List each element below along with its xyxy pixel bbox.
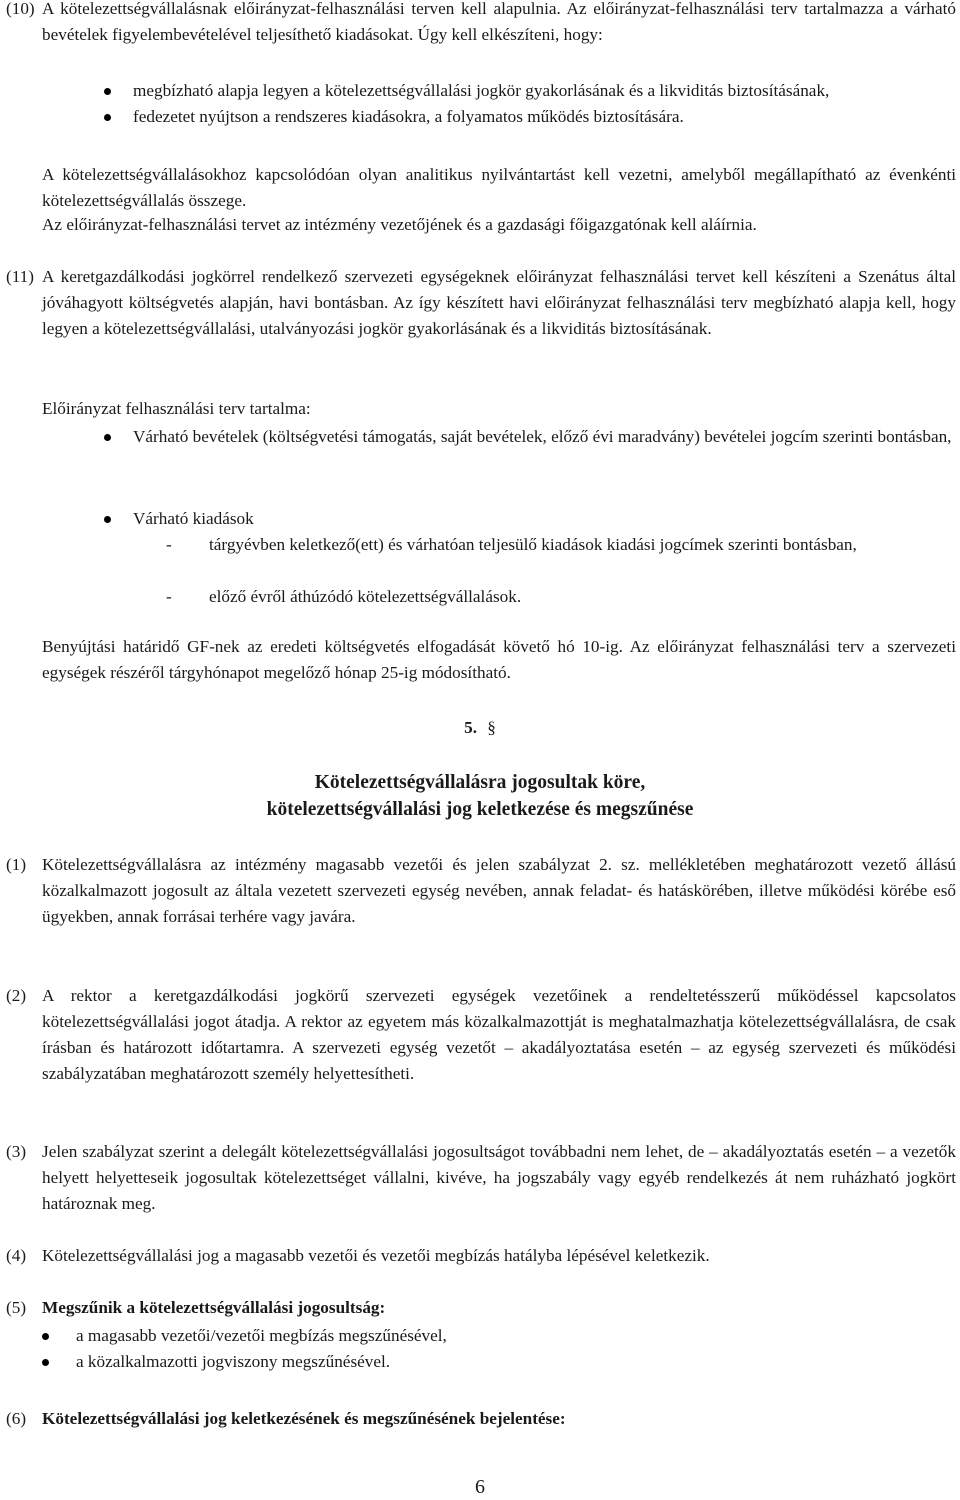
page-number: 6 — [475, 1476, 485, 1498]
paragraph-number: (11) — [6, 267, 34, 286]
paragraph-number: (3) — [6, 1142, 27, 1161]
section-title-line1: Kötelezettségvállalásra jogosultak köre, — [314, 772, 646, 793]
paragraph-heading: Megszűnik a kötelezettségvállalási jogosultság: — [42, 1298, 386, 1317]
paragraph-text: Kötelezettségvállalási jog a magasabb vezetői és vezetői megbízás hatályba lépésével keletkezik. — [42, 1246, 710, 1265]
paragraph-text: A rektor a keretgazdálkodási jogkörű szervezeti egységek vezetőinek a rendeltetésszerű működéssel kapcsolatos kötelezettségvállalási jogot átadja. A rektor az egyetem más közalkalmazottját is meghatalmazhatja kötelezettségvállalásra, de csak írásban és határozott időtartamra. A szervezeti egység vezetőt – akadályoztatása esetén – az egység szervezeti és működési szabályzatában meghatározott személy helyettesítheti. — [42, 986, 956, 1083]
list-item: Várható bevételek (költségvetési támogatás, saját bevételek, előző évi maradvány) bevételei jogcím szerinti bontásban, — [104, 424, 956, 450]
paragraph-text: A kötelezettségvállalásnak előirányzat-felhasználási terven kell alapulnia. Az előirányzat-felhasználási terv tartalmazza a várható bevételek figyelembevételével teljesíthető kiadásokat. Úgy kell elkészíteni, hogy: — [42, 0, 956, 44]
list-item: Várható kiadások — [104, 506, 956, 532]
section-paragraph-6 — [6, 1406, 956, 1432]
paragraph-10 — [6, 0, 956, 48]
paragraph-heading: Kötelezettségvállalási jog keletkezésének és megszűnésének bejelentése: — [42, 1409, 566, 1428]
plan-bullet-2 — [104, 506, 956, 532]
paragraph-number: (5) — [6, 1298, 27, 1317]
paragraph-text: Kötelezettségvállalásra az intézmény magasabb vezetői és jelen szabályzat 2. sz. mellékletében meghatározott vezető állású közalkalmazott jogosult az általa vezetett szervezeti egység nevében, annak feladat- és hatáskörében, illetve működési körébe eső ügyekben, annak forrásai terhére vagy javára. — [42, 855, 956, 926]
section-paragraph-1 — [6, 852, 956, 930]
paragraph-number: (2) — [6, 986, 27, 1005]
section-number: 5. § — [464, 718, 496, 737]
list-item: fedezetet nyújtson a rendszeres kiadásokra, a folyamatos működés biztosítására. — [104, 104, 956, 130]
list-item: a magasabb vezetői/vezetői megbízás megszűnésével, — [42, 1323, 956, 1349]
plan-dash-2: - előző évről áthúzódó kötelezettségvállalások. — [166, 587, 522, 606]
plan-bullet-1 — [104, 424, 956, 450]
section-paragraph-3 — [6, 1139, 956, 1217]
list-item: a közalkalmazotti jogviszony megszűnésével. — [42, 1349, 956, 1375]
plan-dash-1: - tárgyévben keletkező(ett) és várhatóan teljesülő kiadások kiadási jogcímek szerinti bontásban, — [166, 535, 857, 554]
paragraph-10-text3: Az előirányzat-felhasználási tervet az intézmény vezetőjének és a gazdasági főigazgatónak kell aláírnia. — [42, 215, 757, 234]
paragraph-11 — [6, 264, 956, 342]
list-item: megbízható alapja legyen a kötelezettségvállalási jogkör gyakorlásának és a likviditás biztosításának, — [104, 78, 956, 104]
paragraph-number: (4) — [6, 1246, 27, 1265]
section-paragraph-5-bullets — [42, 1323, 956, 1375]
paragraph-number: (10) — [6, 0, 35, 18]
paragraph-text: A keretgazdálkodási jogkörrel rendelkező szervezeti egységeknek előirányzat felhasználási tervet kell készíteni a Szenátus által jóváhagyott költségvetés alapján, havi bontásban. Az így készített havi előirányzat felhasználási terv megbízható alapja kell, hogy legyen a kötelezettségvállalási, utalványozási jogkör gyakorlásának és a likviditás biztosításának. — [42, 267, 956, 338]
section-paragraph-4 — [6, 1243, 956, 1269]
section-title-line2: kötelezettségvállalási jog keletkezése és megszűnése — [266, 799, 694, 820]
plan-heading: Előirányzat felhasználási terv tartalma: — [42, 399, 311, 418]
section-paragraph-5 — [6, 1295, 956, 1321]
plan-deadline: Benyújtási határidő GF-nek az eredeti költségvetés elfogadását követő hó 10-ig. Az előirányzat felhasználási terv a szervezeti egységek részéről tárgyhónapot megelőző hónap 25-ig módosítható. — [42, 637, 956, 682]
paragraph-text: Jelen szabályzat szerint a delegált kötelezettségvállalási jogosultságot továbbadni nem lehet, de – akadályoztatás esetén – a vezetők helyett helyetteseik jogosultak kötelezettséget vállalni, kivéve, ha jogszabály vagy egyéb rendelkezés át nem ruházható jogkört határoznak meg. — [42, 1142, 956, 1213]
paragraph-number: (1) — [6, 855, 27, 874]
paragraph-10-bullets — [104, 78, 956, 130]
section-paragraph-2 — [6, 983, 956, 1087]
paragraph-10-text2: A kötelezettségvállalásokhoz kapcsolódóan olyan analitikus nyilvántartást kell vezetni, amelyből megállapítható az évenkénti kötelezettségvállalás összege. — [42, 165, 956, 210]
paragraph-number: (6) — [6, 1409, 27, 1428]
